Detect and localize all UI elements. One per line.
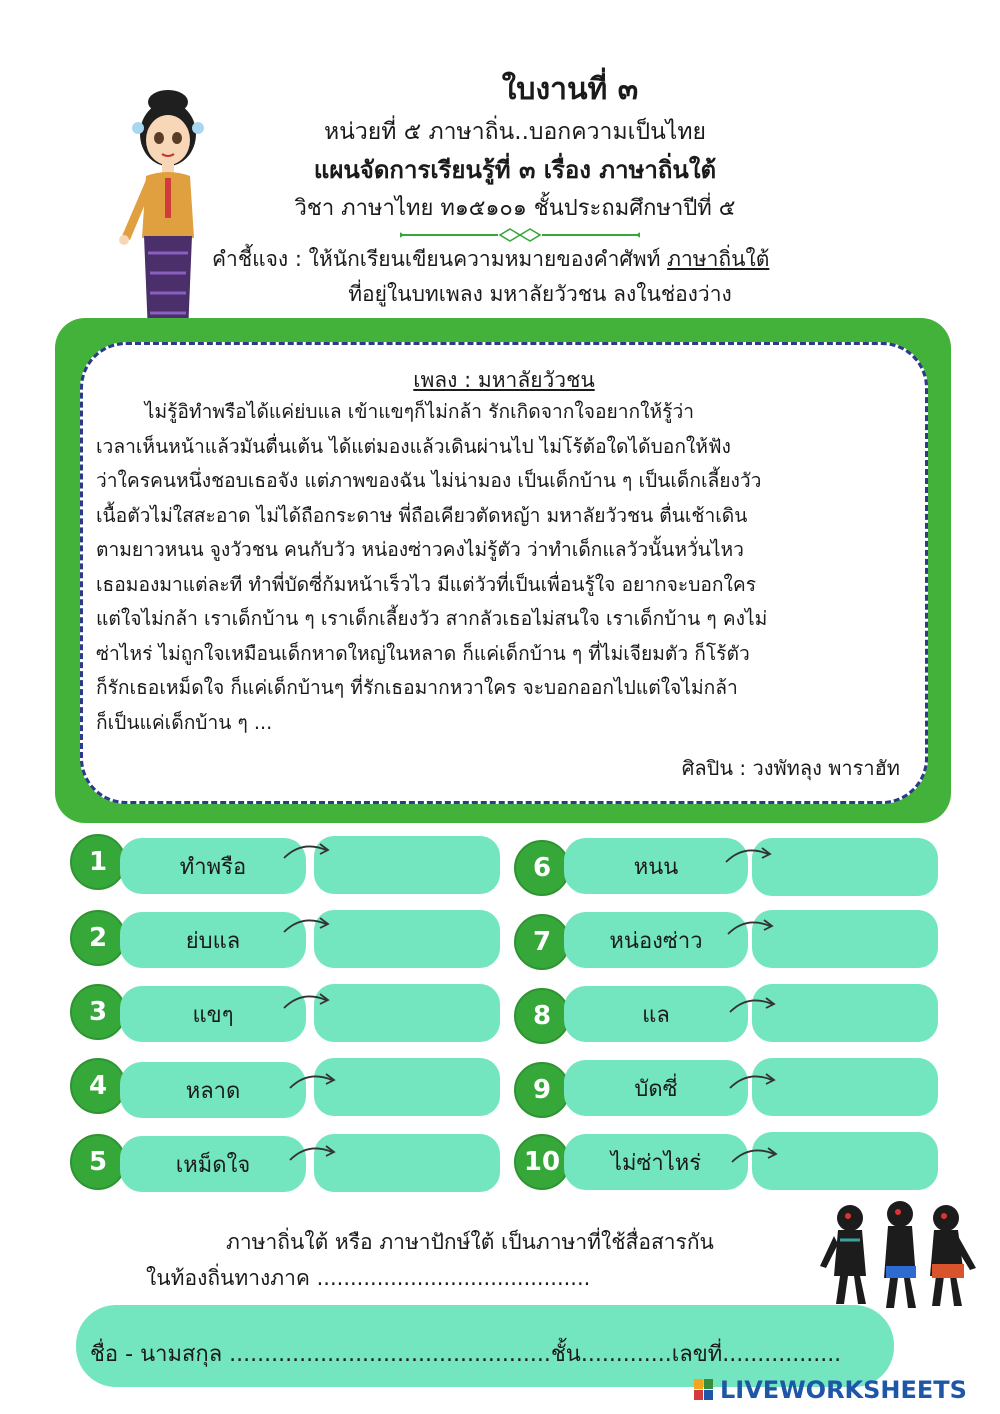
answer-field-7[interactable]: [752, 910, 938, 968]
curved-arrow-icon: [282, 838, 332, 862]
lesson-plan-heading: แผนจัดการเรียนรู้ที่ ๓ เรื่อง ภาษาถิ่นใต้: [313, 156, 717, 184]
shadow-puppets-illustration: [818, 1196, 978, 1316]
curved-arrow-icon: [726, 914, 776, 938]
answer-field-1[interactable]: [314, 836, 500, 894]
song-lyrics: [96, 395, 916, 740]
lyric-line: ก็เป็นแค่เด็กบ้าน ๆ ...: [96, 710, 273, 734]
lyric-line: เนื้อตัวไม่ใสสะอาด ไม่ได้ถือกระดาษ พี่ถือเคียวตัดหญ้า มหาลัยวัวชน ตื่นเช้าเดิน: [96, 503, 748, 527]
curved-arrow-icon: [282, 988, 332, 1012]
subject-heading: วิชา ภาษาไทย ท๑๕๑๐๑ ชั้นประถมศึกษาปีที่ ๕: [294, 196, 736, 221]
answer-field-2[interactable]: [314, 910, 500, 968]
curved-arrow-icon: [728, 1068, 778, 1092]
instruction-line-1: [212, 243, 912, 276]
vocab-word: เหม็ดใจ: [120, 1136, 306, 1192]
curved-arrow-icon: [288, 1068, 338, 1092]
student-info-line: ชื่อ - นามสกุล ..............................................ชั้น.............เลขที่.................: [90, 1342, 842, 1367]
vocab-word: หน่องซ่าว: [564, 912, 748, 968]
vocab-word: หลาด: [120, 1062, 306, 1118]
curved-arrow-icon: [288, 1140, 338, 1164]
liveworksheets-logo-icon: [694, 1379, 714, 1401]
lyric-line: ก็รักเธอเหม็ดใจ ก็แค่เด็กบ้านๆ ที่รักเธอมากหวาใคร จะบอกออกไปแต่ใจไม่กล้า: [96, 676, 738, 699]
answer-field-4[interactable]: [314, 1058, 500, 1116]
instruction-keyword: ภาษาถิ่นใต้: [667, 247, 770, 271]
lyric-line: เธอมองมาแต่ละที ทำพี่บัดซี่ก้มหน้าเร็วไว มีแต่วัวที่เป็นเพื่อนรู้ใจ อยากจะบอกใคร: [96, 572, 757, 596]
curved-arrow-icon: [730, 1142, 780, 1166]
vocab-word: แขๆ: [120, 986, 306, 1042]
fill-in-sentence-line-1: ภาษาถิ่นใต้ หรือ ภาษาปักษ์ใต้ เป็นภาษาที่ใช้สื่อสารกัน: [226, 1230, 714, 1254]
fill-in-sentence-line-2: ในท้องถิ่นทางภาค .........................................: [146, 1266, 591, 1290]
item-number: 10: [514, 1134, 570, 1190]
vocab-word: บัดซี่: [564, 1060, 748, 1116]
lyric-line: ไม่รู้อิทำพรือได้แค่ย่บแล เข้าแขๆก็ไม่กล้า รักเกิดจากใจอยากให้รู้ว่า: [96, 400, 695, 423]
lyric-line: เวลาเห็นหน้าแล้วมันตื่นเต้น ได้แต่มองแล้วเดินผ่านไป ไม่โร้ต้อใดได้บอกให้ฟัง: [96, 434, 731, 458]
song-title: เพลง : มหาลัยวัวชน: [413, 368, 595, 392]
item-number: 4: [70, 1058, 126, 1114]
curved-arrow-icon: [728, 992, 778, 1016]
vocab-word: ย่บแล: [120, 912, 306, 968]
vocab-word: แล: [564, 986, 748, 1042]
curved-arrow-icon: [724, 842, 774, 866]
curved-arrow-icon: [282, 912, 332, 936]
unit-heading: หน่วยที่ ๕ ภาษาถิ่น..บอกความเป็นไทย: [324, 119, 706, 145]
answer-field-8[interactable]: [752, 984, 938, 1042]
lyric-line: ว่าใครคนหนึ่งชอบเธอจัง แต่ภาพของฉัน ไม่น่ามอง เป็นเด็กบ้าน ๆ เป็นเด็กเลี้ยงวัว: [96, 469, 762, 492]
answer-field-6[interactable]: [752, 838, 938, 896]
lyric-line: ตามยาวหนน จูงวัวชน คนกับวัว หน่องซ่าวคงไม่รู้ตัว ว่าทำเด็กแลวัวนั้นหวั่นไหว: [96, 538, 744, 561]
instruction-prefix: คำชี้แจง : ให้นักเรียนเขียนความหมายของคำศัพท์: [212, 247, 668, 271]
vocab-word: ทำพรือ: [120, 838, 306, 894]
item-number: 1: [70, 834, 126, 890]
lyric-line: ซ่าไหร่ ไม่ถูกใจเหมือนเด็กหาดใหญ่ในหลาด ก็แค่เด็กบ้าน ๆ ที่ไม่เจียมตัว ก็โร้ตัว: [96, 641, 750, 665]
thai-girl-illustration: [108, 88, 218, 348]
item-number: 9: [514, 1062, 570, 1118]
vocab-word: หนน: [564, 838, 748, 894]
vocab-word: ไม่ซ่าไหร่: [564, 1134, 748, 1190]
answer-field-3[interactable]: [314, 984, 500, 1042]
item-number: 8: [514, 988, 570, 1044]
lyric-line: แต่ใจไม่กล้า เราเด็กบ้าน ๆ เราเด็กเลี้ยงวัว สากลัวเธอไม่สนใจ เราเด็กบ้าน ๆ คงไม่: [96, 607, 768, 630]
ornament-divider: [400, 228, 640, 242]
song-artist: ศิลปิน : วงพัทลุง พาราฮัท: [681, 756, 900, 780]
instruction-line-2: ที่อยู่ในบทเพลง มหาลัยวัวชน ลงในช่องว่าง: [348, 282, 732, 306]
item-number: 7: [514, 914, 570, 970]
worksheet-title: ใบงานที่ ๓: [501, 72, 639, 107]
item-number: 6: [514, 840, 570, 896]
liveworksheets-watermark: LIVEWORKSHEETS: [720, 1376, 967, 1404]
item-number: 5: [70, 1134, 126, 1190]
item-number: 2: [70, 910, 126, 966]
answer-field-5[interactable]: [314, 1134, 500, 1192]
item-number: 3: [70, 984, 126, 1040]
answer-field-9[interactable]: [752, 1058, 938, 1116]
